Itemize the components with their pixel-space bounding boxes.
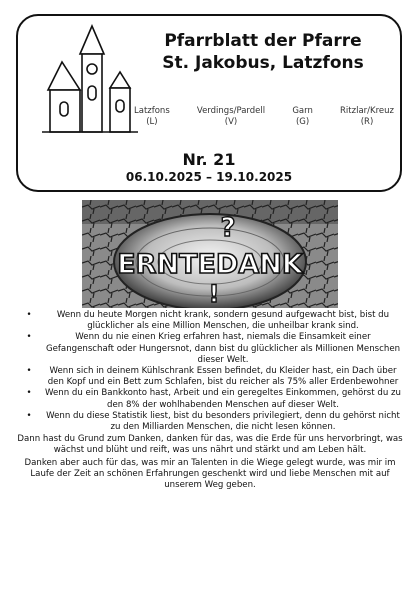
- list-item: [16, 310, 404, 332]
- cracked-earth-bowl-image: [82, 200, 338, 308]
- church-icon: [40, 24, 140, 134]
- list-item-text: Wenn du diese Statistik liest, bist du besonders privilegiert, denn du gehörst nicht zu den Milliarden Menschen, die nicht lesen können.: [46, 410, 400, 433]
- village-list: [134, 106, 394, 128]
- village-name: Latzfons: [134, 106, 170, 116]
- bullet-icon: •: [26, 310, 32, 320]
- village-code: (R): [360, 117, 374, 127]
- village-ritzlar: [340, 106, 394, 128]
- hero-question-mark: ?: [220, 213, 236, 243]
- page-title: [128, 30, 398, 74]
- bullet-icon: •: [26, 332, 32, 343]
- village-name: Ritzlar/Kreuz: [340, 106, 394, 116]
- village-verdings: [197, 106, 265, 128]
- village-latzfons: [134, 106, 170, 128]
- list-item: [16, 388, 404, 410]
- closing-paragraph-1: Dann hast du Grund zum Danken, danken für das, was die Erde für uns hervorbringt, was wächst und blüht und reift, was uns nährt und stärkt und am Leben hält.: [17, 434, 403, 456]
- hero-image: [82, 200, 338, 308]
- list-item: [16, 411, 404, 433]
- gratitude-list: [16, 310, 404, 491]
- title-line-2: St. Jakobus, Latzfons: [162, 53, 364, 73]
- issue-number: Nr. 21: [182, 150, 236, 169]
- village-garn: [292, 106, 313, 128]
- village-name: Garn: [292, 106, 313, 116]
- issue-dates: 06.10.2025 – 19.10.2025: [125, 170, 293, 184]
- list-item: [16, 366, 404, 388]
- bullet-icon: •: [26, 388, 32, 399]
- title-line-1: Pfarrblatt der Pfarre: [164, 31, 362, 51]
- header-box: [16, 14, 402, 192]
- hero-exclamation-mark: !: [208, 280, 220, 308]
- list-item-text: Wenn du ein Bankkonto hast, Arbeit und ein geregeltes Einkommen, gehörst du zu den 8% der wohlhabenden Menschen auf dieser Welt.: [45, 388, 401, 410]
- village-code: (V): [224, 117, 238, 127]
- closing-paragraph-2: Danken aber auch für das, was mir an Talenten in die Wiege gelegt wurde, was mir im Laufe der Zeit an schönen Erfahrungen geschenkt wird und liebe Menschen mit auf unserem Weg geben.: [24, 457, 396, 491]
- village-name: Verdings/Pardell: [196, 106, 266, 116]
- bullet-icon: •: [26, 410, 32, 421]
- village-code: (L): [146, 117, 158, 127]
- list-item-text: Wenn du heute Morgen nicht krank, sondern gesund aufgewacht bist, bist du glücklicher als eine Million Menschen, die unheilbar krank sind.: [56, 310, 390, 332]
- list-item-text: Wenn sich in deinem Kühlschrank Essen befindet, du Kleider hast, ein Dach über den Kopf und ein Bett zum Schlafen, bist du reicher als 75% aller Erdenbewohner: [47, 366, 399, 388]
- village-code: (G): [295, 117, 310, 127]
- bullet-icon: •: [26, 366, 32, 377]
- list-item: [16, 332, 404, 366]
- hero-word: ERNTEDANK: [117, 249, 303, 280]
- list-item-text: Wenn du nie einen Krieg erfahren hast, niemals die Einsamkeit einer Gefangenschaft oder Hungersnot, dann bist du glücklicher als Millionen Menschen dieser Welt.: [45, 332, 401, 365]
